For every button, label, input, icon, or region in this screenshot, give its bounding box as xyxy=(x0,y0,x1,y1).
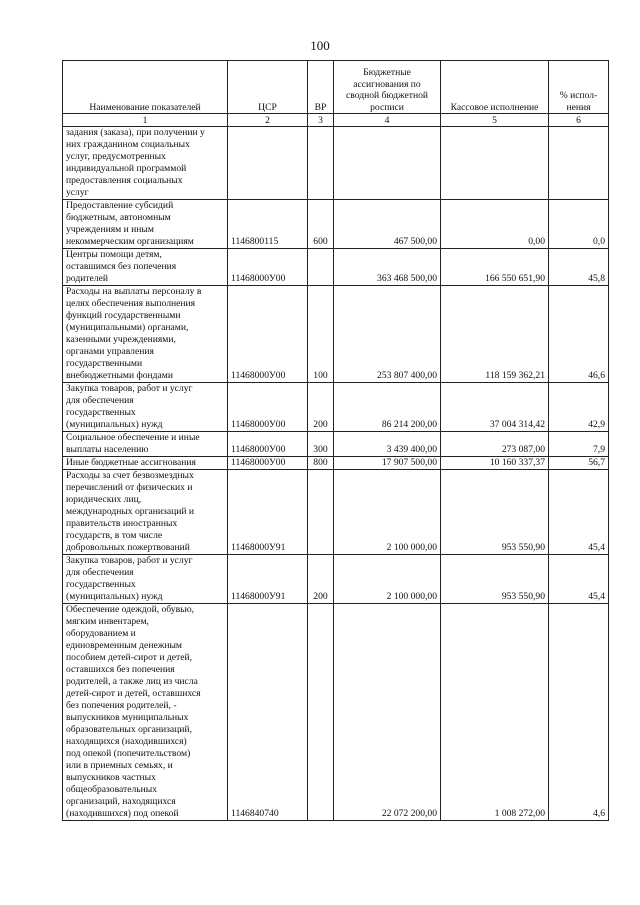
row-csr-cell: 11468000У00 xyxy=(228,249,308,286)
table-header-row xyxy=(63,61,609,114)
row-cash-cell: 1 008 272,00 xyxy=(441,604,549,821)
row-budget-cell: 2 100 000,00 xyxy=(334,555,441,604)
row-cash-cell: 273 087,00 xyxy=(441,432,549,457)
column-number: 3 xyxy=(308,114,334,127)
row-name-cell: задания (заказа), при получении у них гражданином социальных услуг, предусмотренных индивидуальной программой предоставления социальных услуг xyxy=(63,127,228,200)
row-vr-cell: 300 xyxy=(308,432,334,457)
row-budget-cell xyxy=(334,127,441,200)
row-cash-cell: 10 160 337,37 xyxy=(441,457,549,470)
column-number: 1 xyxy=(63,114,228,127)
row-vr-cell: 200 xyxy=(308,383,334,432)
header-name: Наименование показателей xyxy=(63,61,228,114)
page-number: 100 xyxy=(310,38,330,53)
row-vr-cell: 200 xyxy=(308,555,334,604)
row-csr-cell: 11468000У00 xyxy=(228,383,308,432)
table-row xyxy=(63,457,609,470)
table-row xyxy=(63,383,609,432)
table-body xyxy=(63,127,609,821)
row-name-cell: Расходы на выплаты персоналу в целях обеспечения выполнения функций государственными (муниципальными) органами, казенными учреждениями, органами управления государственными внебюджетными фондами xyxy=(63,286,228,383)
row-cash-cell: 953 550,90 xyxy=(441,470,549,555)
row-vr-cell: 100 xyxy=(308,286,334,383)
table-row xyxy=(63,200,609,249)
row-cash-cell: 166 550 651,90 xyxy=(441,249,549,286)
row-name-cell: Обеспечение одеждой, обувью, мягким инвентарем, оборудованием и единовременным денежным пособием детей-сирот и детей, оставшихся без попечения родителей, а также лиц из числа детей-сирот и детей, оставшихся без попечения родителей, - выпускников муниципальных образовательных организаций, находящихся (находившихся) под опекой (попечительством) или в приемных семьях, и выпускников частных общеобразовательных организаций, находящихся (находившихся) под опекой xyxy=(63,604,228,821)
row-name-cell: Иные бюджетные ассигнования xyxy=(63,457,228,470)
row-pct-cell: 46,6 xyxy=(549,286,609,383)
row-csr-cell: 11468000У00 xyxy=(228,457,308,470)
row-vr-cell xyxy=(308,604,334,821)
row-csr-cell xyxy=(228,127,308,200)
row-pct-cell: 56,7 xyxy=(549,457,609,470)
row-pct-cell xyxy=(549,127,609,200)
row-pct-cell: 0,0 xyxy=(549,200,609,249)
row-budget-cell: 86 214 200,00 xyxy=(334,383,441,432)
row-pct-cell: 42,9 xyxy=(549,383,609,432)
row-name-cell: Предоставление субсидий бюджетным, автономным учреждениям и иным некоммерческим организациям xyxy=(63,200,228,249)
table-row xyxy=(63,249,609,286)
row-vr-cell: 800 xyxy=(308,457,334,470)
row-cash-cell: 953 550,90 xyxy=(441,555,549,604)
row-cash-cell xyxy=(441,127,549,200)
table-row xyxy=(63,470,609,555)
row-budget-cell: 363 468 500,00 xyxy=(334,249,441,286)
table-row xyxy=(63,432,609,457)
table-row xyxy=(63,286,609,383)
header-cash: Кассовое исполнение xyxy=(441,61,549,114)
table-row xyxy=(63,604,609,821)
row-budget-cell: 17 907 500,00 xyxy=(334,457,441,470)
row-cash-cell: 0,00 xyxy=(441,200,549,249)
row-vr-cell xyxy=(308,470,334,555)
column-number-row xyxy=(63,114,609,127)
header-csr: ЦСР xyxy=(228,61,308,114)
budget-execution-table xyxy=(62,60,609,821)
row-cash-cell: 37 004 314,42 xyxy=(441,383,549,432)
row-cash-cell: 118 159 362,21 xyxy=(441,286,549,383)
row-pct-cell: 7,9 xyxy=(549,432,609,457)
row-name-cell: Закупка товаров, работ и услуг для обеспечения государственных (муниципальных) нужд xyxy=(63,383,228,432)
row-csr-cell: 11468000У91 xyxy=(228,470,308,555)
table-row xyxy=(63,127,609,200)
row-budget-cell: 2 100 000,00 xyxy=(334,470,441,555)
column-number: 6 xyxy=(549,114,609,127)
row-vr-cell xyxy=(308,249,334,286)
header-vr: ВР xyxy=(308,61,334,114)
column-number: 4 xyxy=(334,114,441,127)
row-budget-cell: 22 072 200,00 xyxy=(334,604,441,821)
column-number: 2 xyxy=(228,114,308,127)
table-row xyxy=(63,555,609,604)
row-vr-cell: 600 xyxy=(308,200,334,249)
row-csr-cell: 1146840740 xyxy=(228,604,308,821)
row-name-cell: Закупка товаров, работ и услуг для обеспечения государственных (муниципальных) нужд xyxy=(63,555,228,604)
row-vr-cell xyxy=(308,127,334,200)
row-pct-cell: 45,8 xyxy=(549,249,609,286)
row-csr-cell: 11468000У00 xyxy=(228,432,308,457)
row-budget-cell: 467 500,00 xyxy=(334,200,441,249)
row-csr-cell: 11468000У91 xyxy=(228,555,308,604)
row-pct-cell: 45,4 xyxy=(549,470,609,555)
row-pct-cell: 4,6 xyxy=(549,604,609,821)
row-budget-cell: 3 439 400,00 xyxy=(334,432,441,457)
row-csr-cell: 1146800115 xyxy=(228,200,308,249)
column-number: 5 xyxy=(441,114,549,127)
row-name-cell: Центры помощи детям, оставшимся без попечения родителей xyxy=(63,249,228,286)
header-pct: % испол-нения xyxy=(549,61,609,114)
row-pct-cell: 45,4 xyxy=(549,555,609,604)
row-name-cell: Расходы за счет безвозмездных перечислений от физических и юридических лиц, международных организаций и правительств иностранных государств, в том числе добровольных пожертвований xyxy=(63,470,228,555)
row-csr-cell: 11468000У00 xyxy=(228,286,308,383)
row-name-cell: Социальное обеспечение и иные выплаты населению xyxy=(63,432,228,457)
row-budget-cell: 253 807 400,00 xyxy=(334,286,441,383)
header-budget: Бюджетные ассигнования по сводной бюджетной росписи xyxy=(334,61,441,114)
